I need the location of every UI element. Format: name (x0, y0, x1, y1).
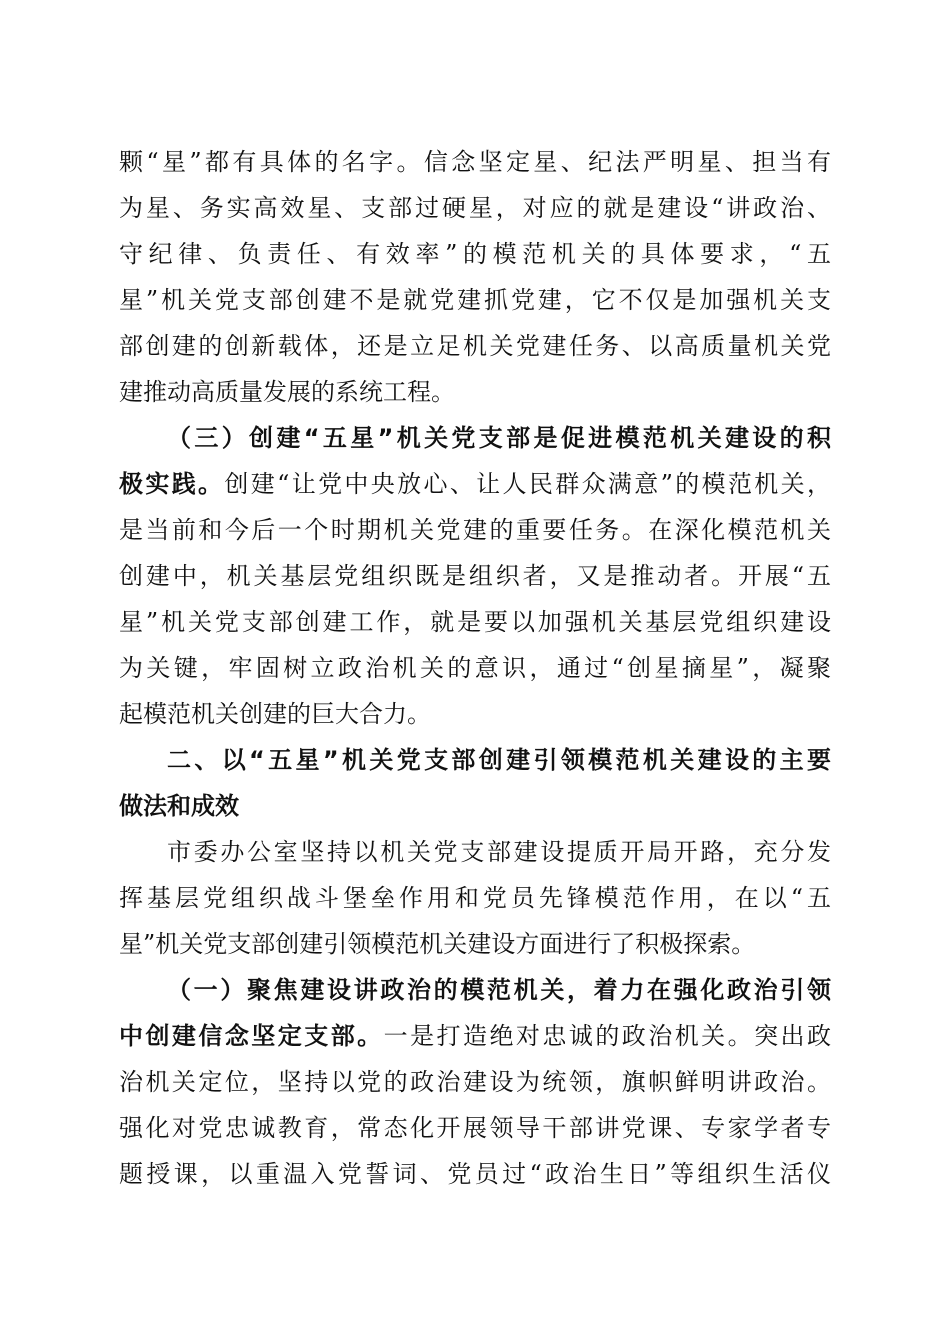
paragraph-2-line-7: 起模范机关创建的巨大合力。 (119, 700, 431, 728)
paragraph-2-lead-line-2: 极实践。 (119, 470, 225, 498)
paragraph-1-line-1: 颗“星”都有具体的名字。信念坚定星、纪法严明星、担当有 (119, 148, 831, 176)
paragraph-1-line-3: 守纪律、负责任、有效率”的模范机关的具体要求，“五 (119, 240, 831, 268)
paragraph-1-line-2: 为星、务实高效星、支部过硬星，对应的就是建设“讲政治、 (119, 194, 831, 222)
paragraph-4-lead-line-2: 中创建信念坚定支部。 (119, 1022, 384, 1050)
paragraph-3-line-3: 星”机关党支部创建引领模范机关建设方面进行了积极探索。 (119, 930, 756, 958)
paragraph-4-lead-line-1: （一）聚焦建设讲政治的模范机关，着力在强化政治引领 (167, 976, 831, 1004)
section-heading-line-2: 做法和成效 (119, 792, 239, 820)
paragraph-2-line-2-rest: 创建“让党中央放心、让人民群众满意”的模范机关， (224, 470, 831, 498)
paragraph-2-line-2 (119, 464, 831, 504)
paragraph-2-line-6: 为关键，牢固树立政治机关的意识，通过“创星摘星”，凝聚 (119, 654, 831, 682)
paragraph-1-line-4: 星”机关党支部创建不是就党建抓党建，它不仅是加强机关支 (119, 286, 831, 314)
paragraph-4-line-5: 题授课，以重温入党誓词、党员过“政治生日”等组织生活仪 (119, 1160, 831, 1188)
paragraph-4-line-2 (119, 1016, 831, 1056)
paragraph-2-lead-line-1: （三）创建“五星”机关党支部是促进模范机关建设的积 (167, 424, 831, 452)
paragraph-4-line-4: 强化对党忠诚教育，常态化开展领导干部讲党课、专家学者专 (119, 1114, 831, 1142)
paragraph-3-line-2: 挥基层党组织战斗堡垒作用和党员先锋模范作用，在以“五 (119, 884, 831, 912)
paragraph-2-line-4: 创建中，机关基层党组织既是组织者，又是推动者。开展“五 (119, 562, 831, 590)
paragraph-2-line-3: 是当前和今后一个时期机关党建的重要任务。在深化模范机关 (119, 516, 831, 544)
paragraph-4-line-2-rest: 一是打造绝对忠诚的政治机关。突出政 (383, 1022, 832, 1050)
paragraph-4-line-3: 治机关定位，坚持以党的政治建设为统领，旗帜鲜明讲政治。 (119, 1068, 831, 1096)
section-heading-line-1: 二、以“五星”机关党支部创建引领模范机关建设的主要 (167, 746, 831, 774)
paragraph-3-line-1: 市委办公室坚持以机关党支部建设提质开局开路，充分发 (167, 838, 831, 866)
paragraph-1-line-6: 建推动高质量发展的系统工程。 (119, 378, 455, 406)
paragraph-2-line-5: 星”机关党支部创建工作，就是要以加强机关基层党组织建设 (119, 608, 831, 636)
paragraph-1-line-5: 部创建的创新载体，还是立足机关党建任务、以高质量机关党 (119, 332, 831, 360)
